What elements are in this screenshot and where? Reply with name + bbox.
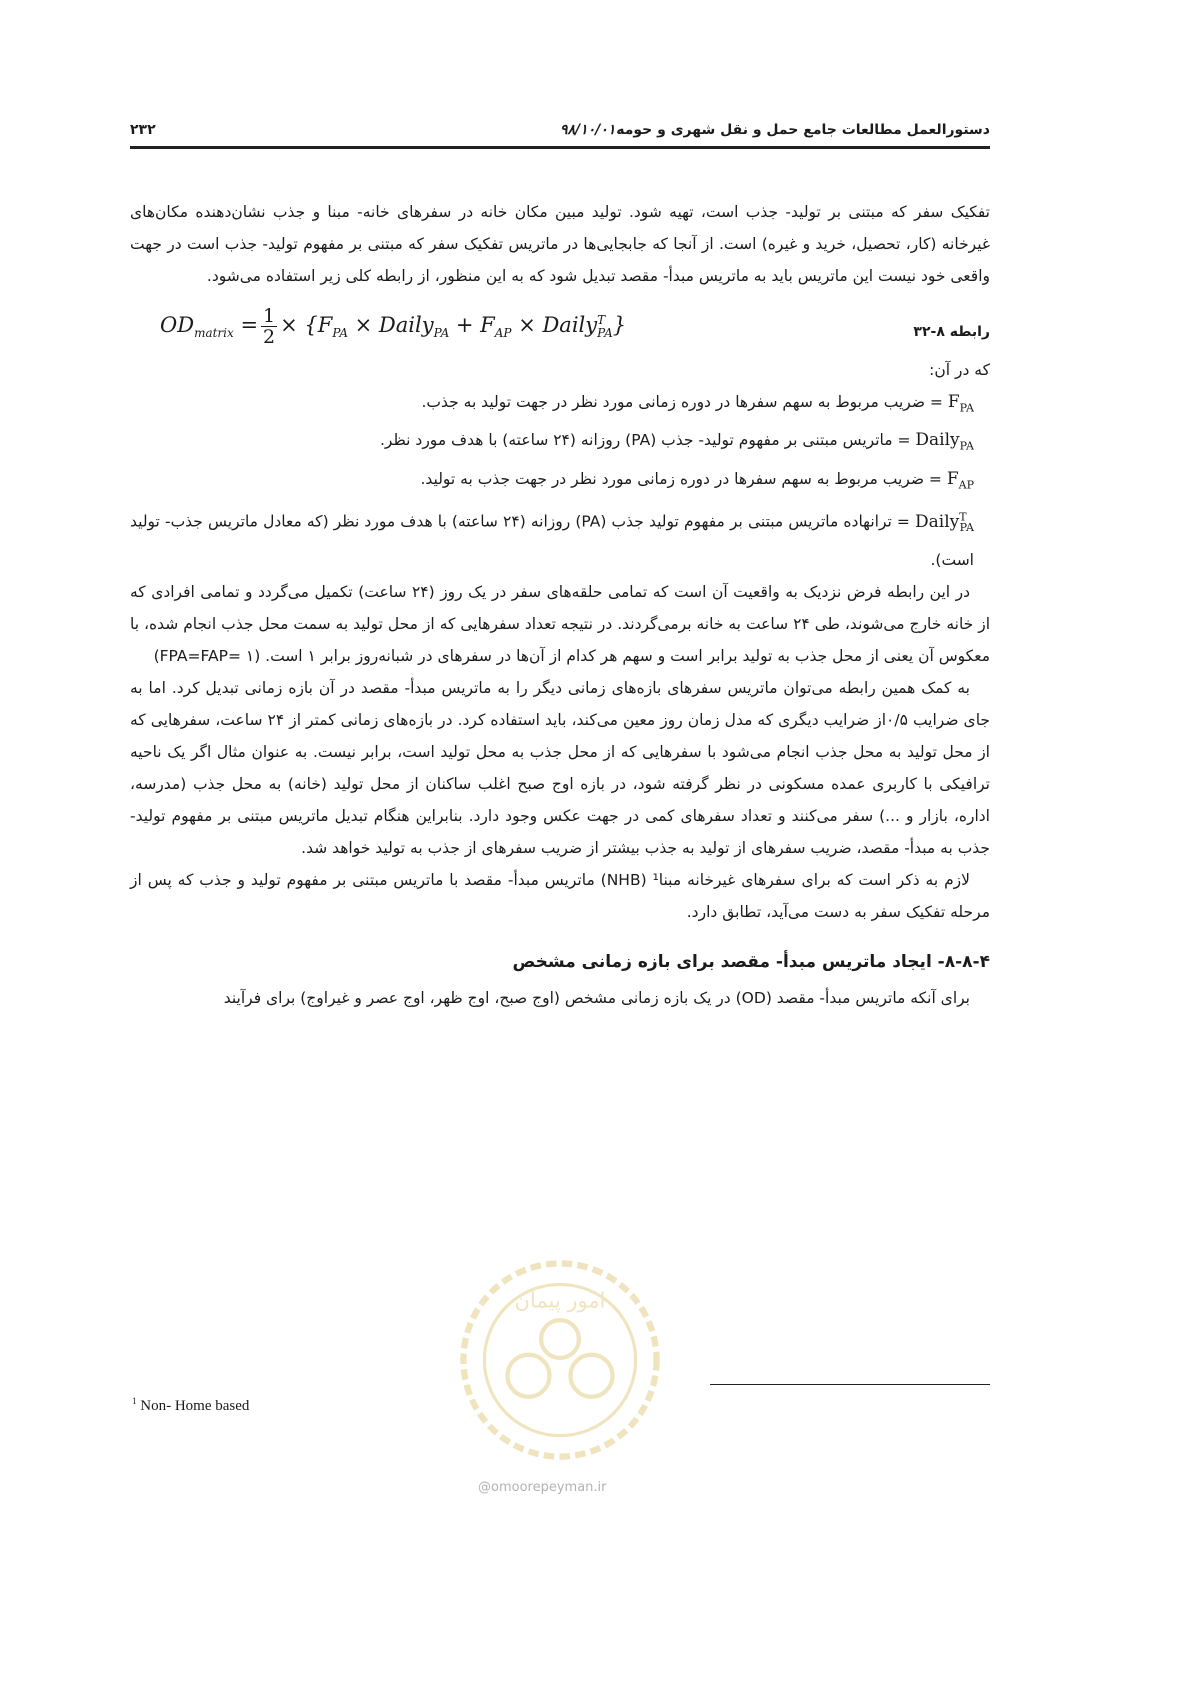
fraction-half: $\frac{1}{2}$ (263, 305, 276, 348)
svg-text:امور پیمان: امور پیمان (514, 1288, 606, 1313)
section-heading: ۸-۸-۴- ایجاد ماتریس مبدأ- مقصد برای بازه زمانی مشخص (512, 952, 990, 973)
equation-label: رابطه ۸-۳۲ (913, 324, 990, 340)
variable-definitions (130, 386, 990, 576)
variable-definition: $F_{AP}$ = ضریب مربوط به سهم سفرها در دوره زمانی مورد نظر در جهت جذب به تولید. (420, 468, 974, 492)
variable-definition: $F_{PA}$ = ضریب مربوط به سهم سفرها در دوره زمانی مورد نظر در جهت تولید به جذب. (421, 392, 974, 415)
equation-8-32 (130, 296, 990, 354)
paragraph-od-period: برای آنکه ماتریس مبدأ- مقصد (OD) در یک بازه زمانی مشخص (اوج صبح، اوج ظهر، اوج عصر و غیراوج) برای فرآیند (223, 989, 970, 1008)
paragraph-intro: تفکیک سفر که مبتنی بر تولید- جذب است، تهیه شود. تولید مبین مکان خانه در سفرهای خانه- مبنا و جذب نشان‌دهنده مکان‌های غیرخانه (کار، تحصیل، خرید و غیره) است. از آنجا که جابجایی‌ها در ماتریس تفکیک سفر که مبتنی بر مفهوم تولید- جذب است در جهت واقعی خود نیست این ماتریس باید به ماتریس مبدأ- مقصد تبدیل شود که به این منظور، از رابطه کلی زیر استفاده می‌شود. (130, 203, 990, 285)
footnote: $^1$ Non- Home based (132, 1396, 250, 1414)
header-date: ۹۸/۱۰/۰۱ (560, 122, 616, 138)
watermark-seal (455, 1255, 665, 1465)
variable-definition: Daily$_{PA}$ = ماتریس مبتنی بر مفهوم تولید- جذب (PA) روزانه (۲۴ ساعته) با هدف مورد نظر. (379, 430, 974, 453)
paragraph-assumption: در این رابطه فرض نزدیک به واقعیت آن است که تمامی حلقه‌های سفر در یک روز (۲۴ ساعت) تکمیل می‌گردد و تمامی افرادی که از خانه خارج می‌شوند، طی ۲۴ ساعت به خانه برمی‌گردند. در نتیجه تعداد سفرهایی که از محل تولید به سمت محل جذب انجام شده، با معکوس آن یعنی از محل جذب به تولید برابر است و سهم هر کدام از آن‌ها در سفرهای در شبانه‌روز برابر ۱ است. (۱ =FPA=FAP) (130, 583, 990, 666)
equation-formula: $OD_{matrix}$ = $\frac{1}{2}$ × {$F_{PA}$ × Daily$_{PA}$ + $F_{AP}$ × Daily$^T_{PA}$} (160, 305, 627, 348)
header-title: دستورالعمل مطالعات جامع حمل و نقل شهری و حومه (616, 122, 990, 138)
variable-definition: Daily$^T_{PA}$ = ترانهاده ماتریس مبتنی بر مفهوم تولید جذب (PA) روزانه (۲۴ ساعته) با هدف مورد نظر (که معادل ماتریس جذب- تولید است). (130, 510, 974, 570)
page-header (130, 118, 990, 149)
page-number: ۲۳۲ (130, 122, 156, 138)
where-label: که در آن: (929, 361, 990, 379)
paragraph-nhb: لازم به ذکر است که برای سفرهای غیرخانه مبنا¹ (NHB) ماتریس مبدأ- مقصد با ماتریس مبتنی بر مفهوم تولید و جذب که پس از مرحله تفکیک سفر به دست می‌آید، تطابق دارد. (130, 871, 990, 922)
footnote-divider (710, 1384, 990, 1385)
watermark-url: @omoorepeyman.ir (478, 1480, 607, 1495)
body-text (130, 196, 990, 1014)
paragraph-time-periods: به کمک همین رابطه می‌توان ماتریس سفرهای بازه‌های زمانی دیگر را به ماتریس مبدأ- مقصد در آن بازه زمانی تبدیل کرد. اما به جای ضرایب ۰/۵از ضرایب دیگری که مدل زمان روز معین می‌کند، باید استفاده کرد. در بازه‌های زمانی کمتر از ۲۴ ساعت، سفرهایی که از محل تولید به محل جذب انجام می‌شود با سفرهایی که از محل جذب به محل تولید است، برابر نیست. به عنوان مثال اگر یک ناحیه ترافیکی با کاربری عمده مسکونی در نظر گرفته شود، در بازه اوج صبح اغلب ساکنان از محل تولید (خانه) به محل جذب (مدرسه، اداره، بازار و ...) سفر می‌کنند و تعداد سفرهای کمی در جهت عکس وجود دارد. بنابراین هنگام تبدیل ماتریس مبتنی بر مفهوم تولید- جذب به مبدأ- مقصد، ضریب سفرهای از تولید به جذب بیشتر از ضریب سفرهای از جذب به تولید خواهد شد. (130, 679, 990, 858)
